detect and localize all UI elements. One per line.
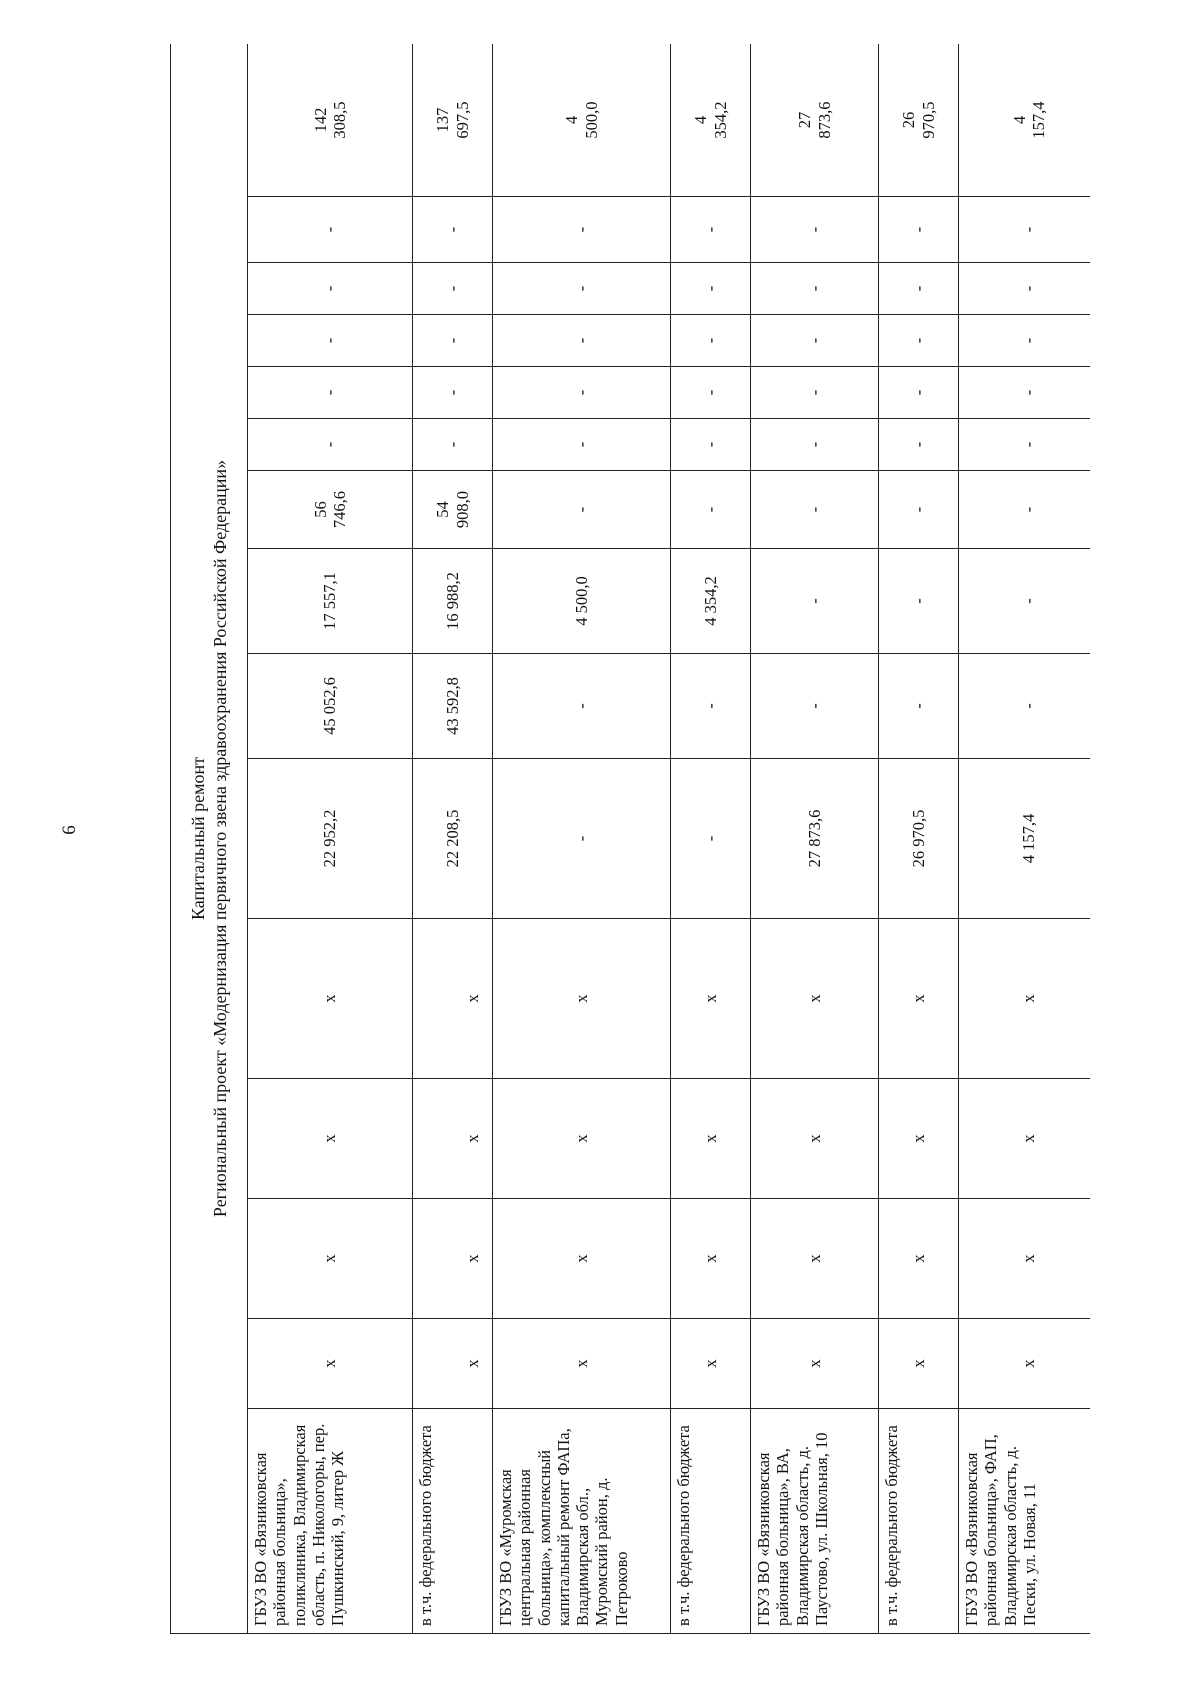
cell-value: - [879, 549, 959, 654]
cell-total-part: 157,4 [1029, 101, 1048, 139]
cell-x: x [671, 1079, 751, 1199]
cell-dash: - [413, 197, 493, 263]
object-name: ГБУЗ ВО «Вязниковская районная больница», ВА, Владимирская область, д. Паустово, ул. Школьная, 10 [751, 1409, 879, 1634]
cell-x: x [413, 919, 493, 1079]
cell-x: x [493, 1319, 671, 1409]
cell-x: x [248, 1199, 413, 1319]
cell-x: x [493, 1079, 671, 1199]
cell-dash: - [493, 419, 671, 471]
cell-value: - [493, 654, 671, 759]
cell-value: - [493, 471, 671, 549]
page-number: 6 [59, 825, 80, 835]
cell-dash: - [671, 419, 751, 471]
cell-total [413, 44, 493, 197]
table-row [248, 44, 413, 1634]
cell-dash: - [413, 263, 493, 315]
cell-x: x [751, 1199, 879, 1319]
capital-repair-table [170, 44, 1090, 1634]
cell-total [493, 44, 671, 197]
cell-dash: - [959, 315, 1091, 367]
table-row [671, 44, 751, 1634]
table-row [493, 44, 671, 1634]
cell-value: 45 052,6 [248, 654, 413, 759]
cell-total-part: 970,5 [918, 101, 938, 139]
cell-dash: - [413, 315, 493, 367]
cell-dash: - [751, 263, 879, 315]
cell-total [671, 44, 751, 197]
table-row [959, 44, 1091, 1634]
cell-value: 26 970,5 [879, 759, 959, 919]
cell-x: x [879, 1319, 959, 1409]
cell-x: x [413, 1199, 493, 1319]
cell-dash: - [879, 315, 959, 367]
cell-dash: - [493, 315, 671, 367]
rotated-table-frame [170, 44, 1090, 1634]
cell-x: x [671, 919, 751, 1079]
cell-dash: - [248, 419, 413, 471]
cell-value: - [671, 759, 751, 919]
cell-dash: - [671, 263, 751, 315]
cell-value: 43 592,8 [413, 654, 493, 759]
table-row [751, 44, 879, 1634]
cell-value: 4 500,0 [493, 549, 671, 654]
cell-x: x [959, 1079, 1091, 1199]
cell-dash: - [493, 367, 671, 419]
cell-x: x [959, 919, 1091, 1079]
cell-value-part: 746,6 [330, 490, 349, 529]
cell-x: x [959, 1319, 1091, 1409]
cell-total-part: 26 [899, 111, 919, 129]
section-title-cell [171, 44, 248, 1634]
cell-total-part: 697,5 [452, 101, 472, 139]
object-name: в т.ч. федерального бюджета [879, 1409, 959, 1634]
cell-dash: - [493, 197, 671, 263]
cell-total [959, 44, 1091, 197]
cell-dash: - [959, 367, 1091, 419]
cell-dash: - [959, 197, 1091, 263]
cell-total-part: 500,0 [581, 101, 601, 139]
section-title-row [171, 44, 248, 1634]
cell-value: 16 988,2 [413, 549, 493, 654]
cell-x: x [879, 919, 959, 1079]
section-subtitle: Региональный проект «Модернизация первичного звена здравоохранения Российской Федерации» [210, 459, 230, 1218]
cell-value: 22 208,5 [413, 759, 493, 919]
cell-dash: - [413, 367, 493, 419]
cell-value [413, 471, 493, 549]
cell-value: - [671, 654, 751, 759]
cell-total-part: 137 [433, 107, 453, 133]
cell-dash: - [879, 197, 959, 263]
cell-dash: - [493, 263, 671, 315]
cell-x: x [751, 919, 879, 1079]
cell-x: x [879, 1199, 959, 1319]
cell-value [248, 471, 413, 549]
cell-value: - [879, 471, 959, 549]
cell-x: x [671, 1319, 751, 1409]
cell-dash: - [248, 197, 413, 263]
cell-x: x [493, 919, 671, 1079]
cell-value: 22 952,2 [248, 759, 413, 919]
cell-value: 4 354,2 [671, 549, 751, 654]
cell-total [248, 44, 413, 197]
cell-dash: - [671, 197, 751, 263]
cell-value: - [751, 549, 879, 654]
section-title: Капитальный ремонт [187, 757, 208, 920]
cell-value: 27 873,6 [751, 759, 879, 919]
table-container [170, 44, 1090, 1634]
cell-dash: - [248, 263, 413, 315]
cell-dash: - [413, 419, 493, 471]
table-row [879, 44, 959, 1634]
cell-value-part: 56 [310, 501, 330, 518]
cell-x: x [751, 1319, 879, 1409]
cell-dash: - [248, 315, 413, 367]
cell-x: x [751, 1079, 879, 1199]
cell-value: 4 157,4 [959, 759, 1091, 919]
cell-dash: - [751, 367, 879, 419]
cell-dash: - [879, 367, 959, 419]
cell-x: x [671, 1199, 751, 1319]
object-name: ГБУЗ ВО «Вязниковская районная больница», поликлиника, Владимирская область, п. Никологоры, пер. Пушкинский, 9, литер Ж [248, 1409, 413, 1634]
cell-value: - [671, 471, 751, 549]
cell-dash: - [879, 419, 959, 471]
cell-value: - [959, 549, 1091, 654]
cell-x: x [959, 1199, 1091, 1319]
cell-dash: - [879, 263, 959, 315]
cell-dash: - [959, 419, 1091, 471]
cell-x: x [248, 919, 413, 1079]
cell-total-part: 142 [310, 107, 330, 133]
cell-dash: - [248, 367, 413, 419]
cell-dash: - [671, 367, 751, 419]
cell-x: x [248, 1319, 413, 1409]
cell-x: x [413, 1319, 493, 1409]
cell-total [879, 44, 959, 197]
cell-total-part: 308,5 [330, 101, 349, 139]
cell-total-part: 354,2 [710, 101, 730, 139]
cell-x: x [248, 1079, 413, 1199]
cell-x: x [493, 1199, 671, 1319]
cell-value: - [751, 654, 879, 759]
cell-value: - [959, 654, 1091, 759]
cell-total-part: 27 [795, 111, 815, 129]
object-name: ГБУЗ ВО «Вязниковская районная больница», ФАП, Владимирская область, д. Пески, ул. Новая, 11 [959, 1409, 1091, 1634]
cell-value: - [959, 471, 1091, 549]
cell-total-part: 4 [691, 115, 711, 125]
object-name: ГБУЗ ВО «Муромская центральная районная больница», комплексный капитальный ремонт ФАПа, Владимирская обл., Муромский район, д. Петроково [493, 1409, 671, 1634]
cell-dash: - [751, 419, 879, 471]
cell-dash: - [959, 263, 1091, 315]
cell-dash: - [671, 315, 751, 367]
cell-value: - [493, 759, 671, 919]
cell-total-part: 873,6 [814, 101, 834, 139]
cell-x: x [879, 1079, 959, 1199]
cell-value-part: 908,0 [452, 490, 472, 529]
cell-total-part: 4 [1009, 115, 1029, 125]
table-row [413, 44, 493, 1634]
cell-dash: - [751, 315, 879, 367]
cell-value: - [751, 471, 879, 549]
cell-total-part: 4 [562, 115, 582, 125]
cell-value: 17 557,1 [248, 549, 413, 654]
object-name: в т.ч. федерального бюджета [413, 1409, 493, 1634]
cell-x: x [413, 1079, 493, 1199]
cell-dash: - [751, 197, 879, 263]
cell-total [751, 44, 879, 197]
object-name: в т.ч. федерального бюджета [671, 1409, 751, 1634]
cell-value-part: 54 [433, 501, 453, 518]
cell-value: - [879, 654, 959, 759]
